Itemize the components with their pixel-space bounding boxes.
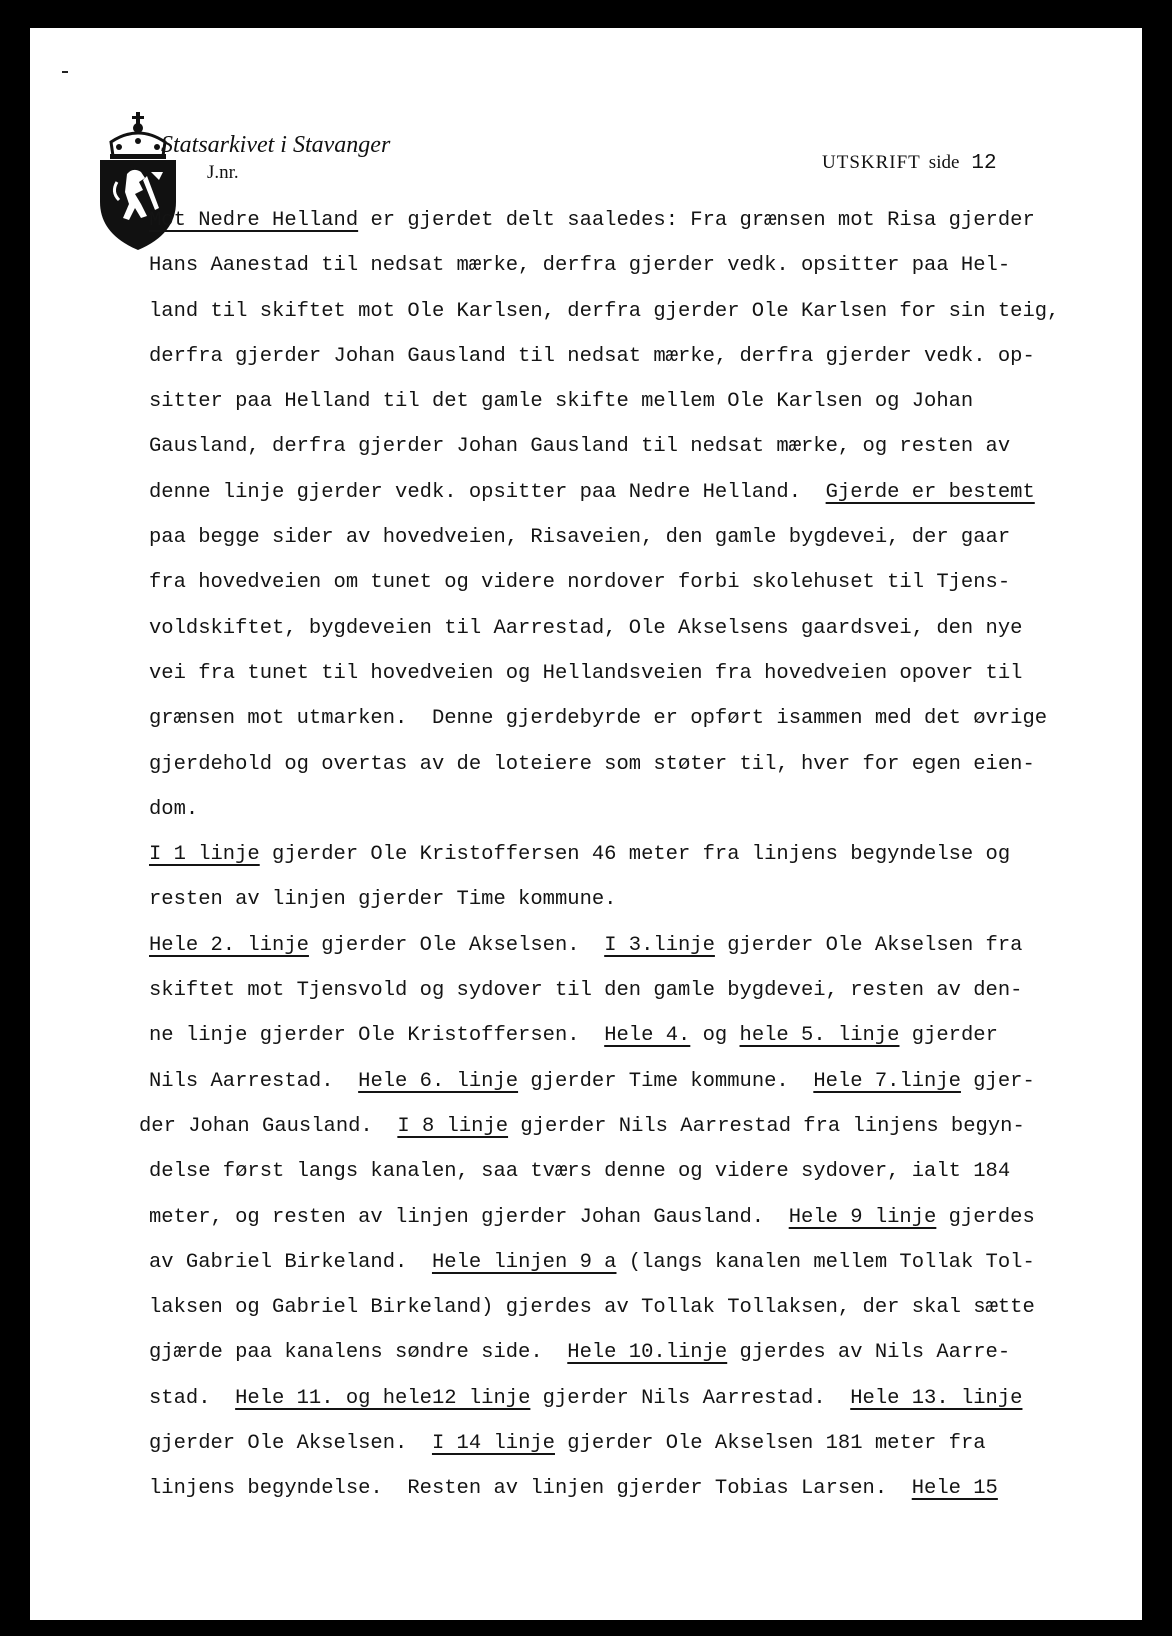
text-line: vei fra tunet til hovedveien og Hellandsveien fra hovedveien opover til: [149, 661, 1023, 685]
page-number: 12: [971, 152, 997, 175]
text-line: [139, 1104, 1159, 1149]
text-run: der Johan Gausland.: [139, 1114, 398, 1138]
text-run: gjerder: [899, 1024, 998, 1048]
institution-name: Statsarkivet i Stavanger: [161, 132, 391, 158]
text-line: sitter paa Helland til det gamle skifte mellem Ole Karlsen og Johan: [149, 390, 974, 414]
text-run: Nils Aarrestad.: [149, 1069, 359, 1093]
text-run: gjerder Nils Aarrestad fra linjens begyn-: [508, 1114, 1025, 1138]
text-run: av Gabriel Birkeland.: [149, 1250, 432, 1274]
text-line: [149, 1013, 1159, 1058]
text-line: skiftet mot Tjensvold og sydover til den gamle bygdevei, resten av den-: [149, 979, 1023, 1003]
text-run: gjerder Ole Akselsen 181 meter fra: [554, 1432, 986, 1456]
utskrift-label: UTSKRIFT: [822, 152, 921, 173]
text-line: grænsen mot utmarken. Denne gjerdebyrde er opført isammen med det øvrige: [149, 707, 1048, 731]
text-line: gjerdehold og overtas av de loteiere som støter til, hver for egen eien-: [149, 752, 1035, 776]
document-body: [139, 198, 1159, 1512]
underlined-phrase: Hele 13. linje: [850, 1386, 1023, 1410]
underlined-phrase: Hele 15: [911, 1477, 998, 1501]
text-line: [149, 1376, 1159, 1421]
text-line: [149, 832, 1159, 877]
text-run: (langs kanalen mellem Tollak Tol-: [616, 1250, 1035, 1274]
underlined-phrase: I 8 linje: [397, 1114, 509, 1138]
journal-number-label: J.nr.: [207, 162, 239, 183]
text-run: gjærde paa kanalens søndre side.: [149, 1341, 568, 1365]
text-run: er gjerdet delt saaledes: Fra grænsen mot Risa gjerder: [358, 209, 1035, 232]
text-line: paa begge sider av hovedveien, Risaveien, den gamle bygdevei, der gaar: [149, 526, 1011, 550]
text-line: [149, 1466, 1159, 1511]
underlined-phrase: I 3.linje: [604, 933, 715, 957]
text-line: [149, 1240, 1159, 1285]
text-line: [149, 1059, 1159, 1104]
text-run: gjerder Ole Kristoffersen 46 meter fra linjens begyndelse og: [259, 843, 1011, 867]
text-line: Gausland, derfra gjerder Johan Gausland til nedsat mærke, og resten av: [149, 435, 1011, 459]
text-run: gjerder Ole Akselsen.: [149, 1432, 432, 1456]
text-line: [149, 198, 1159, 243]
text-line: [149, 923, 1159, 968]
text-line: derfra gjerder Johan Gausland til nedsat mærke, derfra gjerder vedk. op-: [149, 344, 1035, 368]
underlined-phrase: Hele 10.linje: [567, 1341, 728, 1365]
text-run: gjer-: [960, 1069, 1035, 1093]
text-run: gjerder Ole Akselsen fra: [714, 933, 1023, 957]
text-line: delse først langs kanalen, saa tværs denne og videre sydover, ialt 184: [149, 1160, 1011, 1184]
text-run: linjens begyndelse. Resten av linjen gjerder Tobias Larsen.: [149, 1477, 912, 1501]
text-line: Hans Aanestad til nedsat mærke, derfra gjerder vedk. opsitter paa Hel-: [149, 254, 1011, 278]
underlined-phrase: Hele linjen 9 a: [431, 1250, 617, 1274]
text-run: og: [690, 1024, 740, 1048]
utskrift-header: [822, 152, 997, 175]
text-run: gjerder Nils Aarrestad.: [530, 1386, 851, 1410]
text-run: gjerdes av Nils Aarre-: [727, 1341, 1011, 1365]
underlined-phrase: Gjerde er bestemt: [825, 480, 1035, 504]
underlined-phrase: Hele 2. linje: [149, 933, 309, 957]
text-line: [149, 1195, 1159, 1240]
underlined-phrase: I 14 linje: [431, 1432, 555, 1456]
underlined-phrase: I 1 linje: [149, 843, 260, 867]
text-run: meter, og resten av linjen gjerder Johan Gausland.: [149, 1205, 789, 1229]
text-line: land til skiftet mot Ole Karlsen, derfra gjerder Ole Karlsen for sin teig,: [149, 299, 1060, 323]
scan-mark: [62, 71, 68, 73]
underlined-phrase: Hele 11. og hele12 linje: [235, 1386, 531, 1410]
text-line: [149, 1421, 1159, 1466]
text-line: dom.: [149, 797, 199, 821]
text-line: [149, 1330, 1159, 1375]
text-run: denne linje gjerder vedk. opsitter paa Nedre Helland.: [149, 480, 826, 504]
underlined-phrase: Hele 9 linje: [788, 1205, 937, 1229]
underlined-phrase: Hele 4.: [604, 1024, 691, 1048]
side-label: side: [928, 152, 960, 173]
text-line: voldskiftet, bygdeveien til Aarrestad, Ole Akselsens gaardsvei, den nye: [149, 616, 1023, 640]
underlined-phrase: Mot Nedre Helland: [149, 209, 359, 232]
text-line: [149, 470, 1159, 515]
text-run: gjerdes: [936, 1205, 1035, 1229]
underlined-phrase: hele 5. linje: [739, 1024, 900, 1048]
text-run: ne linje gjerder Ole Kristoffersen.: [149, 1024, 605, 1048]
text-line: resten av linjen gjerder Time kommune.: [149, 888, 617, 912]
text-line: laksen og Gabriel Birkeland) gjerdes av Tollak Tollaksen, der skal sætte: [149, 1296, 1035, 1320]
text-run: gjerder Ole Akselsen.: [308, 933, 605, 957]
underlined-phrase: Hele 6. linje: [358, 1069, 519, 1093]
text-run: stad.: [149, 1386, 236, 1410]
underlined-phrase: Hele 7.linje: [813, 1069, 961, 1093]
text-run: gjerder Time kommune.: [518, 1069, 814, 1093]
text-line: fra hovedveien om tunet og videre nordover forbi skolehuset til Tjens-: [149, 571, 1011, 595]
